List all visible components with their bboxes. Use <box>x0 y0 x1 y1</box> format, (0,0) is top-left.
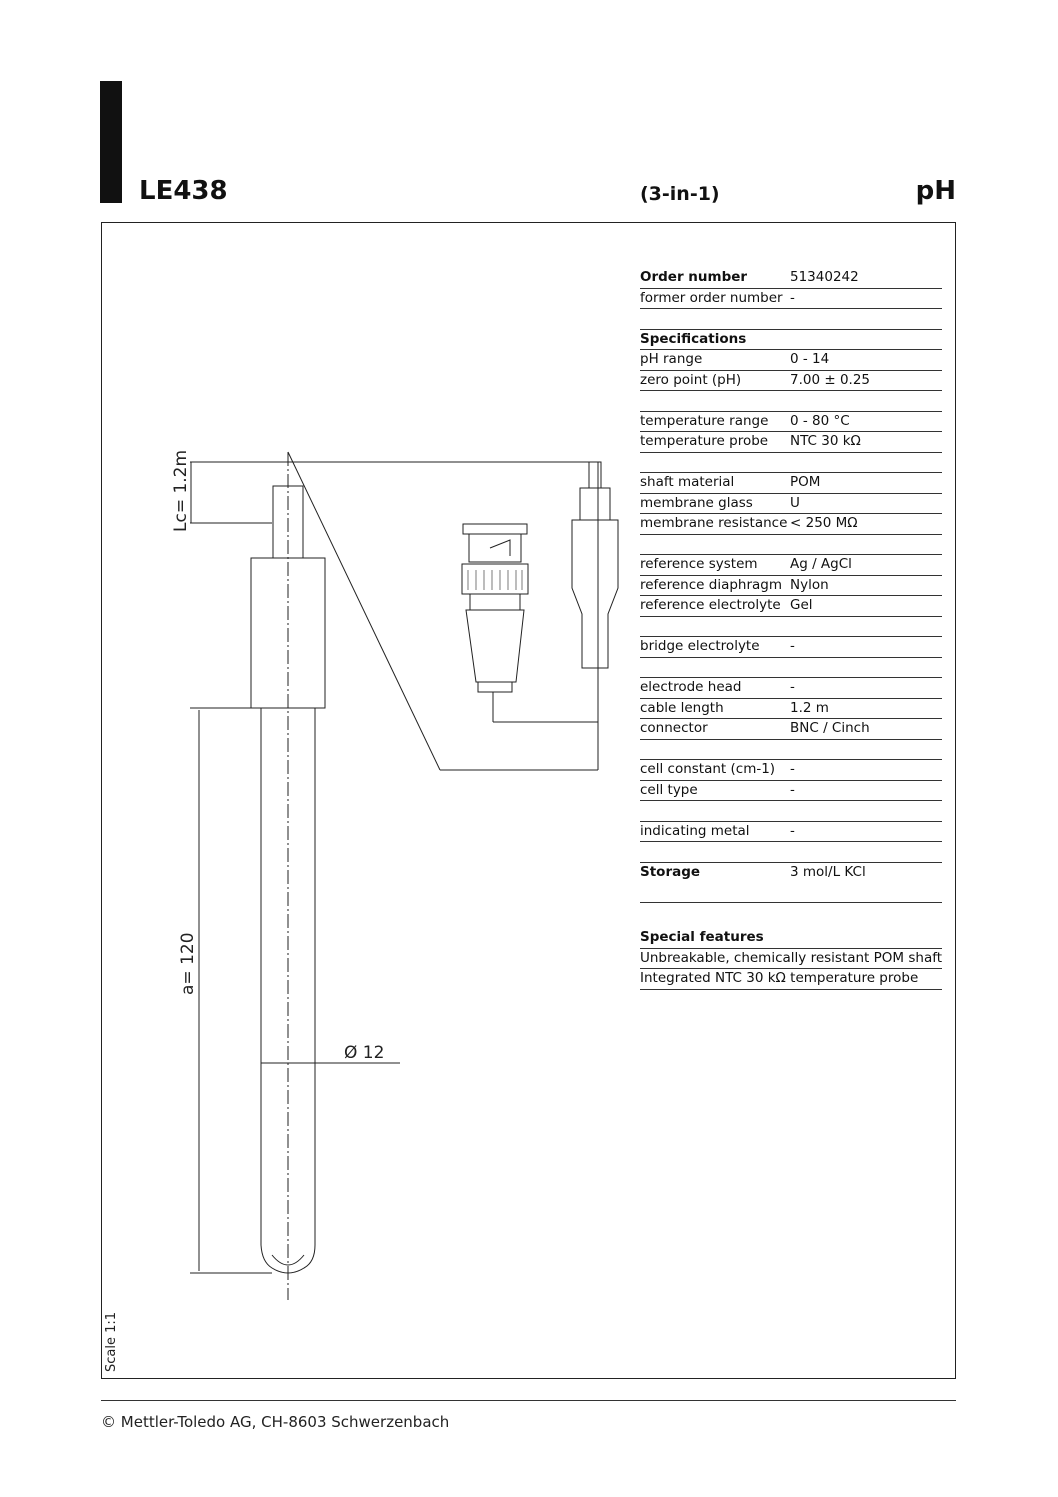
product-type: (3-in-1) <box>640 183 720 205</box>
cinch-sleeve <box>580 488 610 520</box>
spec-blank-row <box>640 740 942 761</box>
bnc-top <box>463 524 527 534</box>
spec-label: electrode head <box>640 679 742 695</box>
spec-value: 0 - 14 <box>790 351 830 367</box>
bnc-bayonet <box>490 540 510 556</box>
spec-row <box>640 576 942 597</box>
feature-row <box>640 969 942 990</box>
spec-label: cell type <box>640 781 698 798</box>
diameter-dim: Ø 12 <box>344 1043 385 1063</box>
spec-label: Storage <box>640 863 701 880</box>
spec-value: - <box>790 289 795 306</box>
footer-copyright: © Mettler-Toledo AG, CH-8603 Schwerzenbach <box>101 1413 450 1431</box>
spec-row <box>640 555 942 576</box>
spec-row <box>640 596 942 617</box>
spec-value: 3 mol/L KCl <box>790 863 866 880</box>
spec-value: - <box>790 781 795 798</box>
spec-value: 1.2 m <box>790 699 829 716</box>
spec-row <box>640 514 942 535</box>
spec-value: BNC / Cinch <box>790 720 870 736</box>
spec-value: - <box>790 679 795 695</box>
spec-blank-row <box>640 453 942 474</box>
feature-item: Unbreakable, chemically resistant POM shaft <box>640 949 943 966</box>
spec-row <box>640 412 942 433</box>
spec-row <box>640 268 942 289</box>
spec-label: connector <box>640 720 708 736</box>
spec-value: NTC 30 kΩ <box>790 433 861 449</box>
spec-row <box>640 432 942 453</box>
spec-value: 0 - 80 °C <box>790 412 850 429</box>
scale-label: Scale 1:1 <box>104 1311 119 1372</box>
spec-label: former order number <box>640 289 783 306</box>
spec-value: - <box>790 638 795 654</box>
feature-item: Integrated NTC 30 kΩ temperature probe <box>640 970 919 986</box>
spec-row <box>640 371 942 392</box>
bnc-knurl <box>462 564 528 594</box>
spec-row <box>640 781 942 802</box>
cinch-pin <box>589 462 601 488</box>
spec-label: indicating metal <box>640 822 750 839</box>
spec-value: Ag / AgCl <box>790 556 852 572</box>
shaft-length-dim: a= 120 <box>178 932 198 995</box>
spec-value: - <box>790 761 795 777</box>
spec-blank-row <box>640 617 942 638</box>
spec-label: temperature range <box>640 412 769 429</box>
bnc-end <box>478 682 512 692</box>
footer-divider <box>101 1400 956 1401</box>
spec-value: < 250 MΩ <box>790 515 858 531</box>
spec-value: POM <box>790 474 821 490</box>
spec-row <box>640 330 942 351</box>
bnc-collar <box>470 594 520 610</box>
cinch-body <box>572 520 618 668</box>
spec-blank-row <box>640 658 942 679</box>
spec-label: membrane resistance <box>640 515 788 531</box>
spec-label: temperature probe <box>640 433 769 449</box>
cable-diagonal <box>288 452 440 770</box>
spec-row <box>640 350 942 371</box>
bnc-body <box>469 534 521 562</box>
spec-label: cell constant (cm-1) <box>640 761 776 777</box>
spec-blank-row <box>640 842 942 863</box>
spec-row <box>640 637 942 658</box>
spec-blank-row <box>640 535 942 556</box>
spec-label: zero point (pH) <box>640 371 742 388</box>
spec-label: Specifications <box>640 330 747 347</box>
spec-row <box>640 760 942 781</box>
spec-value: Nylon <box>790 576 829 593</box>
spec-blank-row <box>640 801 942 822</box>
spec-label: reference system <box>640 556 758 572</box>
spec-row <box>640 719 942 740</box>
spec-value: Gel <box>790 597 813 613</box>
feature-row <box>640 949 942 970</box>
cable-length-dim: Lc= 1.2m <box>171 449 191 532</box>
specification-table <box>640 268 942 903</box>
features-heading-row <box>640 928 942 949</box>
features-heading: Special features <box>640 929 764 945</box>
spec-value: U <box>790 494 800 511</box>
spec-label: pH range <box>640 351 703 367</box>
spec-label: membrane glass <box>640 494 753 511</box>
spec-row <box>640 289 942 310</box>
spec-blank-row <box>640 309 942 330</box>
spec-row <box>640 473 942 494</box>
spec-label: shaft material <box>640 474 735 490</box>
spec-label: Order number <box>640 269 748 285</box>
spec-label: reference electrolyte <box>640 597 781 613</box>
spec-row <box>640 699 942 720</box>
spec-value: 51340242 <box>790 269 859 285</box>
spec-label: reference diaphragm <box>640 576 783 593</box>
spec-row <box>640 678 942 699</box>
bnc-boot <box>466 610 524 682</box>
spec-blank-row <box>640 391 942 412</box>
spec-label: bridge electrolyte <box>640 638 760 654</box>
spec-value: 7.00 ± 0.25 <box>790 371 871 388</box>
spec-row <box>640 822 942 843</box>
spec-row <box>640 494 942 515</box>
measurement-type: pH <box>915 176 956 206</box>
special-features <box>640 928 942 990</box>
spec-label: cable length <box>640 699 724 716</box>
product-model: LE438 <box>139 176 228 206</box>
spec-row <box>640 863 942 903</box>
spec-value: - <box>790 822 795 839</box>
